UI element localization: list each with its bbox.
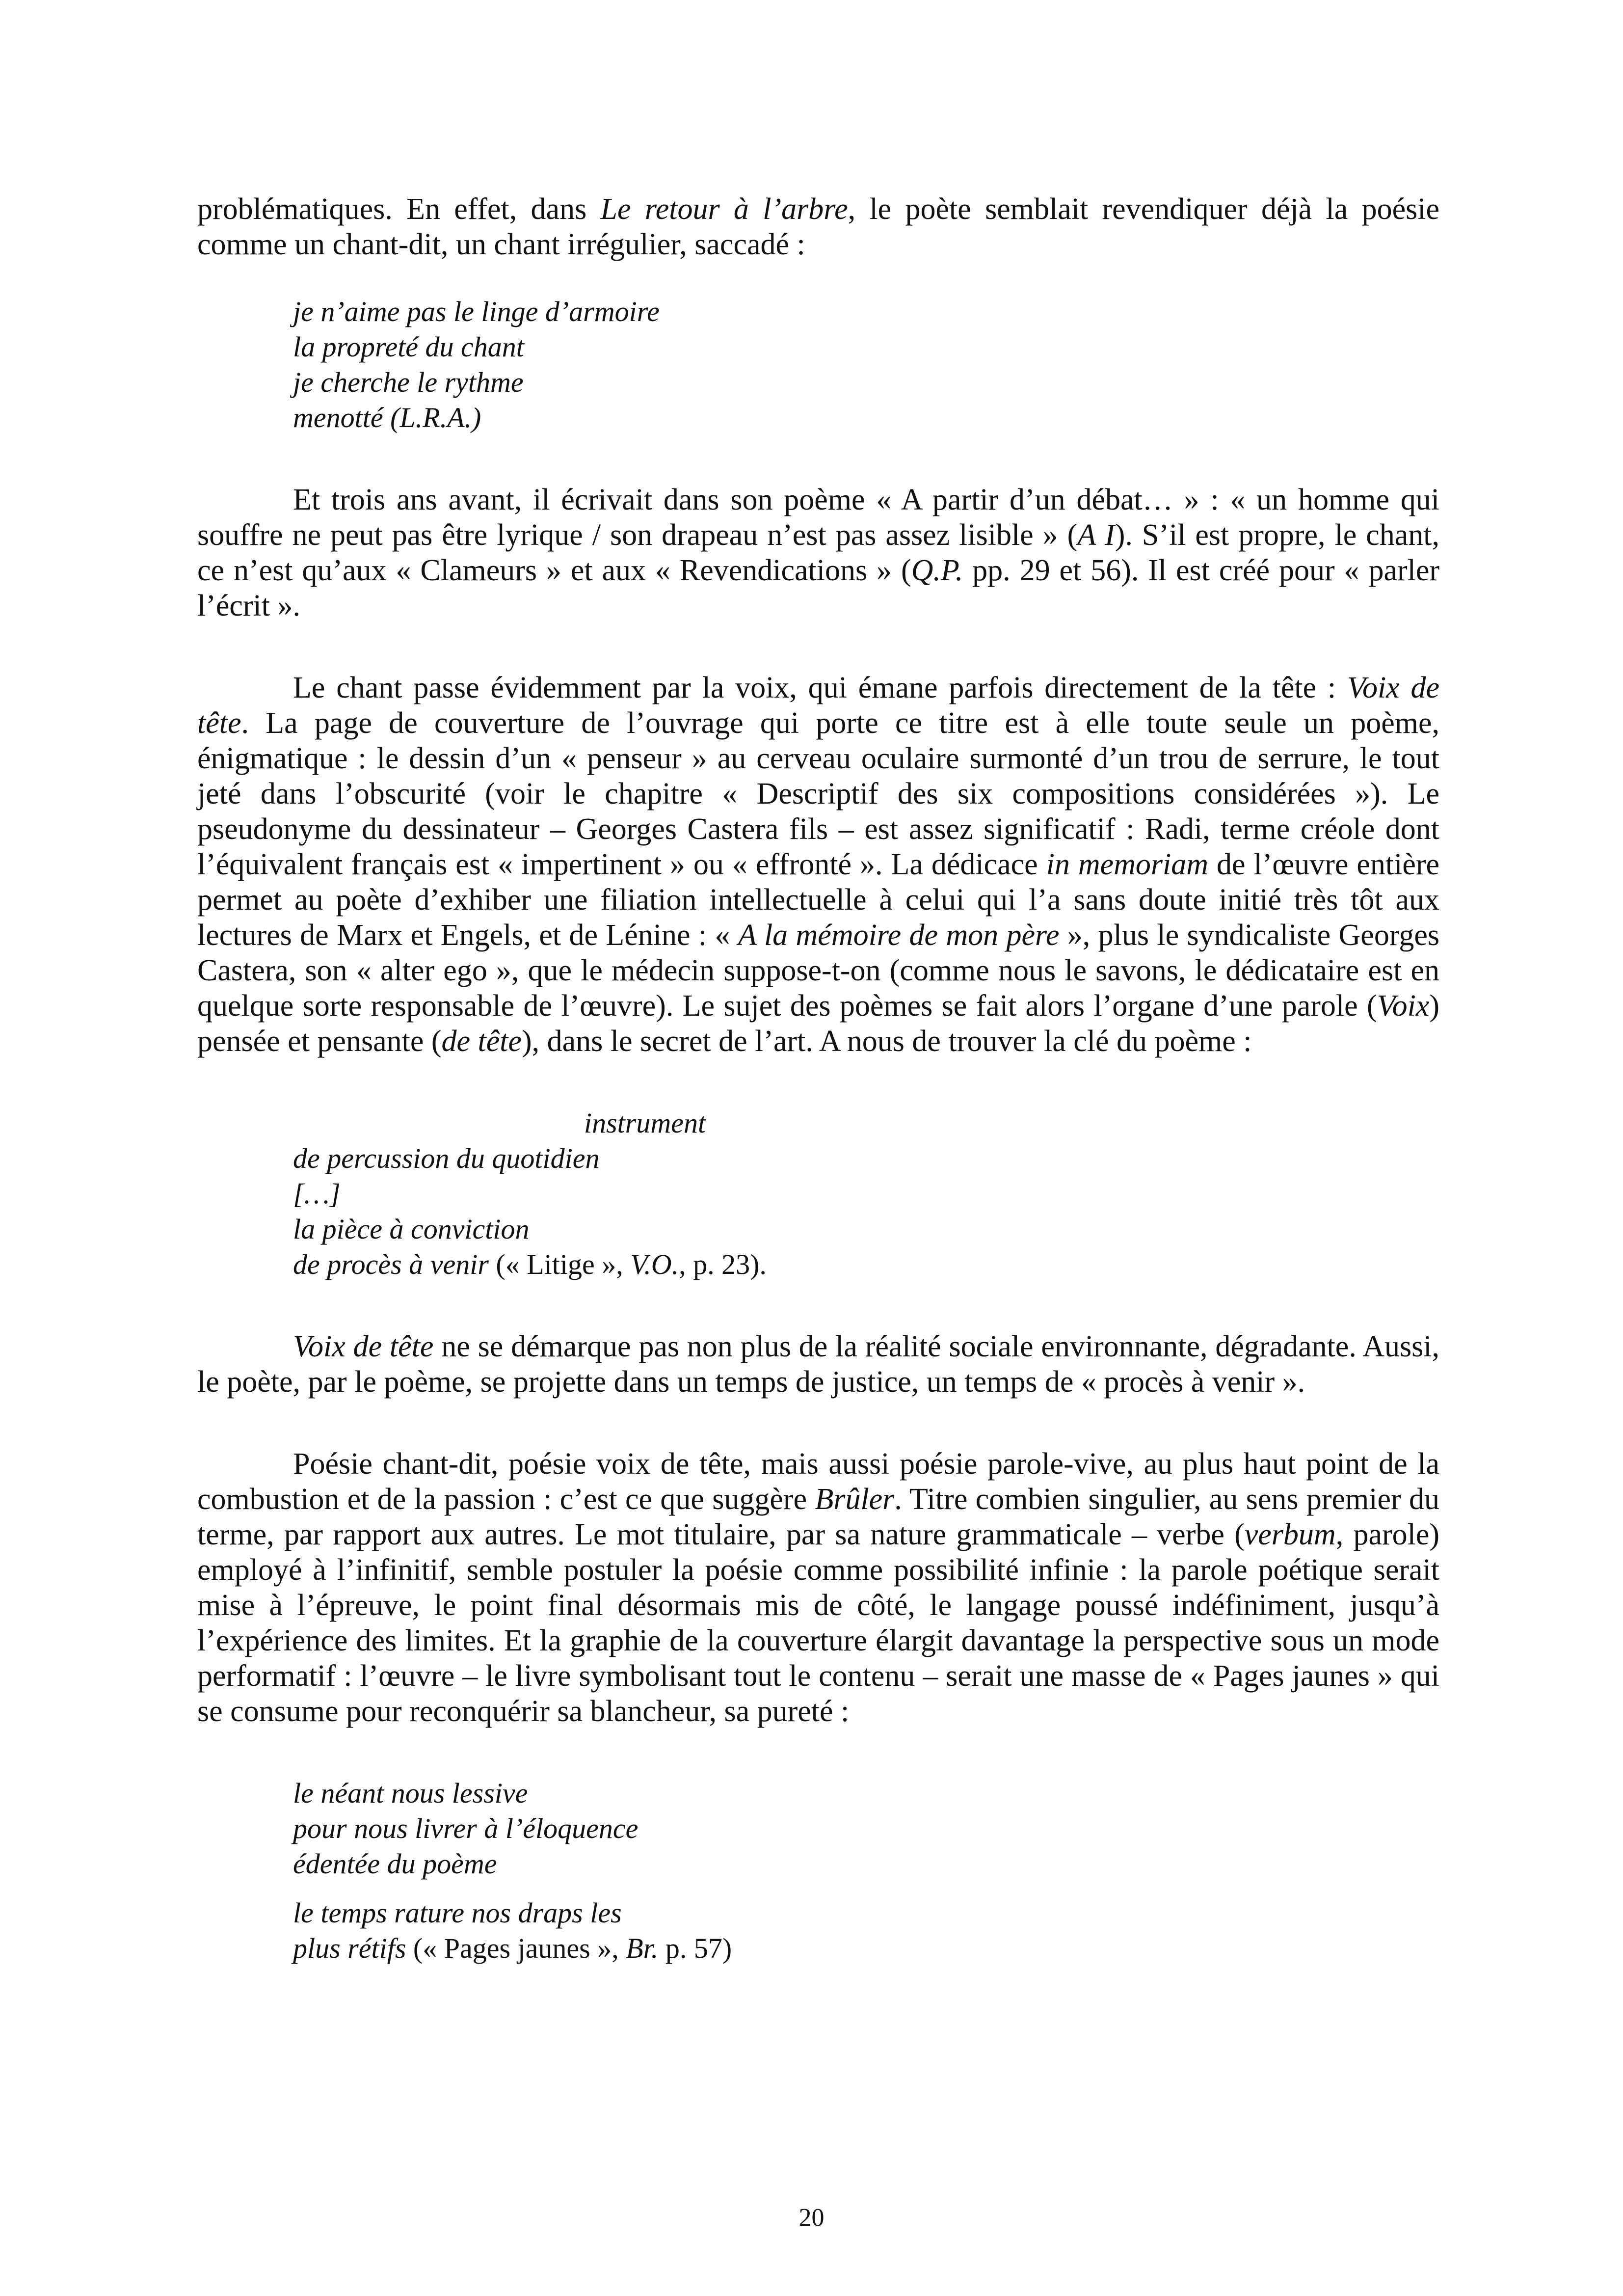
book-title: Voix de tête [293, 1330, 434, 1363]
text: ). S’il est propre, le chant, ce n’est qu’aux « Clameurs » et aux « Revendications » ( [197, 518, 1439, 587]
text: pp. 29 et 56). Il est créé pour « parler l’écrit ». [197, 554, 1440, 622]
verse-text: plus rétifs [293, 1932, 406, 1964]
text: Le chant passe évidemment par la voix, qui émane parfois directement de la tête : [293, 671, 1347, 704]
verse-line: le néant nous lessive [293, 1777, 528, 1809]
verse-line: je cherche le rythme [293, 366, 524, 398]
reference: A I [1077, 518, 1115, 552]
text: , le poète semblait revendiquer déjà la poésie comme un chant-dit, un chant irrégulier, saccadé : [197, 192, 1440, 261]
text: problématiques. En effet, dans [197, 192, 601, 226]
verse-quote-2 [293, 1106, 1439, 1282]
text: ) pensée et pensante ( [197, 989, 1439, 1058]
verse-line: je n’aime pas le linge d’armoire [293, 296, 660, 327]
book-title: Le retour à l’arbre [600, 192, 848, 226]
text: Et trois ans avant, il écrivait dans son poème « A partir d’un débat… » : « un homme qui souffre ne peut pas être lyrique / son drapeau n’est pas assez lisible » ( [197, 483, 1439, 552]
paragraph-5 [197, 1446, 1439, 1729]
text: de l’œuvre entière permet au poète d’exhiber une filiation intellectuelle à celui qui l’a sans doute initié très tôt aux lectures de Marx et Engels, et de Lénine : « [197, 848, 1440, 952]
verse-line: menotté (L.R.A.) [293, 402, 481, 433]
verse-line: pour nous livrer à l’éloquence [293, 1812, 639, 1844]
emphasis: de tête [441, 1025, 522, 1058]
verse-line: […] [293, 1178, 341, 1210]
verse-line: la propreté du chant [293, 331, 524, 363]
verse-line: la pièce à conviction [293, 1213, 530, 1245]
emphasis: Voix [1377, 989, 1430, 1023]
verse-line [293, 1931, 1439, 1966]
page-body [197, 191, 1439, 1966]
verse-quote-1 [293, 294, 1439, 435]
text: », plus le syndicaliste Georges Castera, son « alter ego », que le médecin suppose-t-on (comme nous le savons, le dédicataire est en quelque sorte responsable de l’œuvre). Le sujet des poèmes se fait alors l’organe d’une parole ( [197, 918, 1439, 1023]
verse-line [293, 1247, 1439, 1282]
emphasis: in memoriam [1046, 848, 1209, 881]
verse-line: le temps rature nos draps les [293, 1897, 622, 1929]
page-number: 20 [798, 2204, 825, 2232]
paragraph-3 [197, 670, 1439, 1059]
citation: (« Litige », [488, 1248, 631, 1280]
citation: p. 57) [658, 1932, 732, 1964]
text: . Titre combien singulier, au sens premier du terme, par rapport aux autres. Le mot titulaire, par sa nature grammaticale – verbe ( [197, 1483, 1439, 1551]
paragraph-1 [197, 191, 1439, 262]
reference: Q.P. [911, 554, 963, 587]
text: ne se démarque pas non plus de la réalité sociale environnante, dégradante. Aussi, le poète, par le poème, se projette dans un temps de justice, un temps de « procès à venir ». [197, 1330, 1439, 1399]
verse-line: instrument [584, 1107, 706, 1139]
book-title: Voix de tête [197, 671, 1440, 740]
dedication: A la mémoire de mon père [738, 918, 1060, 952]
text: . La page de couverture de l’ouvrage qui porte ce titre est à elle toute seule un poème, énigmatique : le dessin d’un « penseur » au cerveau oculaire surmonté d’un trou de serrure, le tout jeté dans l’obscurité (voir le chapitre « Descriptif des six compositions considérées »). Le pseudonyme du dessinateur – Georges Castera fils – est assez significatif : Radi, terme créole dont l’équivalent français est « impertinent » ou « effronté ». La dédicace [197, 706, 1439, 881]
paragraph-4 [197, 1329, 1439, 1400]
verse-line: édentée du poème [293, 1848, 497, 1880]
citation: (« Pages jaunes », [406, 1932, 626, 1964]
text: ), dans le secret de l’art. A nous de trouver la clé du poème : [522, 1025, 1252, 1058]
citation: , p. 23). [679, 1248, 767, 1280]
citation: Br. [626, 1932, 659, 1964]
citation: V.O. [630, 1248, 679, 1280]
verse-line: de percussion du quotidien [293, 1142, 600, 1174]
text: Poésie chant-dit, poésie voix de tête, mais aussi poésie parole-vive, au plus haut point de la combustion et de la passion : c’est ce que suggère [197, 1447, 1439, 1516]
verse-quote-3 [293, 1776, 1439, 1966]
emphasis: verbum [1244, 1518, 1336, 1551]
book-title: Brûler [815, 1483, 895, 1516]
text: , parole) employé à l’infinitif, semble postuler la poésie comme possibilité infinie : la parole poétique serait mise à l’épreuve, le point final désormais mis de côté, le langage poussé indéfiniment, jusqu’à l’expérience des limites. Et la graphie de la couverture élargit davantage la perspective sous un mode performatif : l’œuvre – le livre symbolisant tout le contenu – serait une masse de « Pages jaunes » qui se consume pour reconquérir sa blancheur, sa pureté : [197, 1518, 1439, 1728]
verse-text: de procès à venir [293, 1248, 489, 1280]
paragraph-2 [197, 482, 1439, 623]
